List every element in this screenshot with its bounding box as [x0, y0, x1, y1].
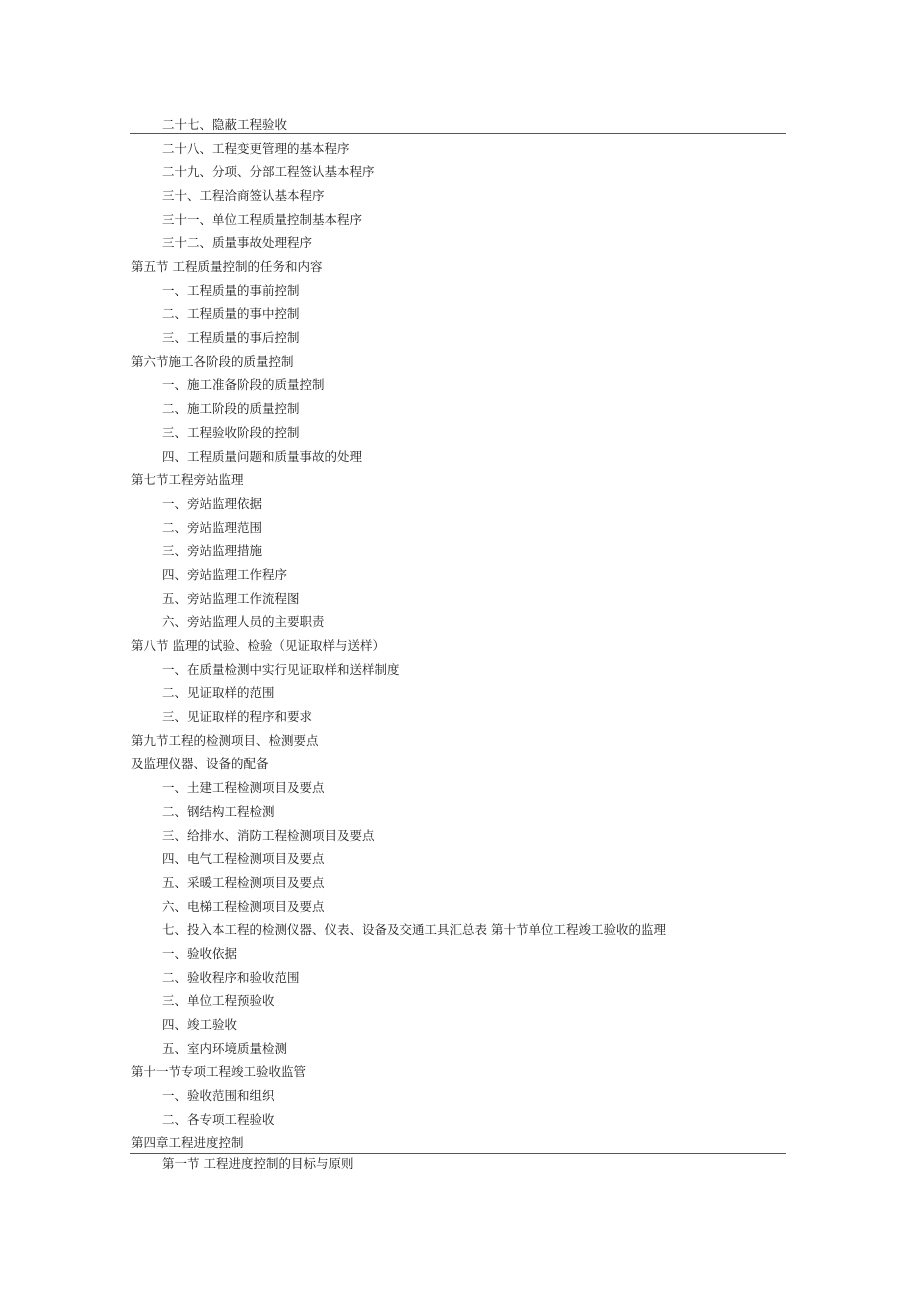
toc-entry: 三、给排水、消防工程检测项目及要点	[162, 828, 375, 843]
toc-entry: 四、竣工验收	[162, 1017, 238, 1032]
toc-entry: 一、施工准备阶段的质量控制	[162, 377, 325, 392]
toc-entry: 第一节 工程进度控制的目标与原则	[162, 1156, 354, 1171]
toc-entry: 三、工程验收阶段的控制	[162, 425, 300, 440]
toc-section-heading: 第五节 工程质量控制的任务和内容	[131, 259, 323, 274]
toc-entry: 五、室内环境质量检测	[162, 1041, 288, 1056]
toc-entry: 二、旁站监理范围	[162, 520, 263, 535]
toc-entry: 二、工程质量的事中控制	[162, 306, 300, 321]
toc-entry: 四、电气工程检测项目及要点	[162, 851, 325, 866]
toc-entry: 二、施工阶段的质量控制	[162, 401, 300, 416]
toc-entry: 三、旁站监理措施	[162, 543, 263, 558]
toc-section-heading: 及监理仪器、设备的配备	[131, 756, 269, 771]
toc-entry: 一、验收依据	[162, 946, 238, 961]
toc-entry: 一、工程质量的事前控制	[162, 283, 300, 298]
toc-entry: 一、验收范围和组织	[162, 1088, 275, 1103]
toc-entry: 三十一、单位工程质量控制基本程序	[162, 212, 363, 227]
toc-section-heading: 第九节工程的检测项目、检测要点	[131, 733, 319, 748]
toc-chapter-heading: 第四章工程进度控制	[131, 1135, 244, 1150]
toc-entry: 六、电梯工程检测项目及要点	[162, 899, 325, 914]
toc-entry: 六、旁站监理人员的主要职责	[162, 614, 325, 629]
toc-entry: 四、旁站监理工作程序	[162, 567, 288, 582]
toc-entry: 三十二、质量事故处理程序	[162, 235, 313, 250]
toc-entry: 三、工程质量的事后控制	[162, 330, 300, 345]
toc-entry: 三十、工程洽商签认基本程序	[162, 188, 325, 203]
toc-entry: 二、验收程序和验收范围	[162, 970, 300, 985]
toc-section-heading: 第八节 监理的试验、检验（见证取样与送样）	[131, 638, 385, 653]
toc-entry: 二十八、工程变更管理的基本程序	[162, 141, 350, 156]
toc-entry: 一、土建工程检测项目及要点	[162, 780, 325, 795]
toc-entry: 一、在质量检测中实行见证取样和送样制度	[162, 662, 400, 677]
toc-entry: 一、旁站监理依据	[162, 496, 263, 511]
toc-entry: 二、见证取样的范围	[162, 685, 275, 700]
toc-entry: 四、工程质量问题和质量事故的处理	[162, 449, 363, 464]
toc-entry: 二、各专项工程验收	[162, 1112, 275, 1127]
toc-entry: 五、旁站监理工作流程图	[162, 591, 300, 606]
header-rule	[130, 133, 786, 134]
toc-entry: 三、见证取样的程序和要求	[162, 709, 313, 724]
toc-entry: 三、单位工程预验收	[162, 993, 275, 1008]
toc-entry: 七、投入本工程的检测仪器、仪表、设备及交通工具汇总表 第十节单位工程竣工验收的监理	[162, 922, 666, 937]
toc-entry: 二十九、分项、分部工程签认基本程序	[162, 164, 375, 179]
toc-section-heading: 第七节工程旁站监理	[131, 472, 244, 487]
toc-section-heading: 第十一节专项工程竣工验收监管	[131, 1064, 307, 1079]
toc-entry: 五、采暖工程检测项目及要点	[162, 875, 325, 890]
toc-entry: 二十七、隐蔽工程验收	[162, 117, 288, 132]
toc-section-heading: 第六节施工各阶段的质量控制	[131, 354, 294, 369]
footer-rule	[130, 1153, 786, 1154]
toc-entry: 二、钢结构工程检测	[162, 804, 275, 819]
